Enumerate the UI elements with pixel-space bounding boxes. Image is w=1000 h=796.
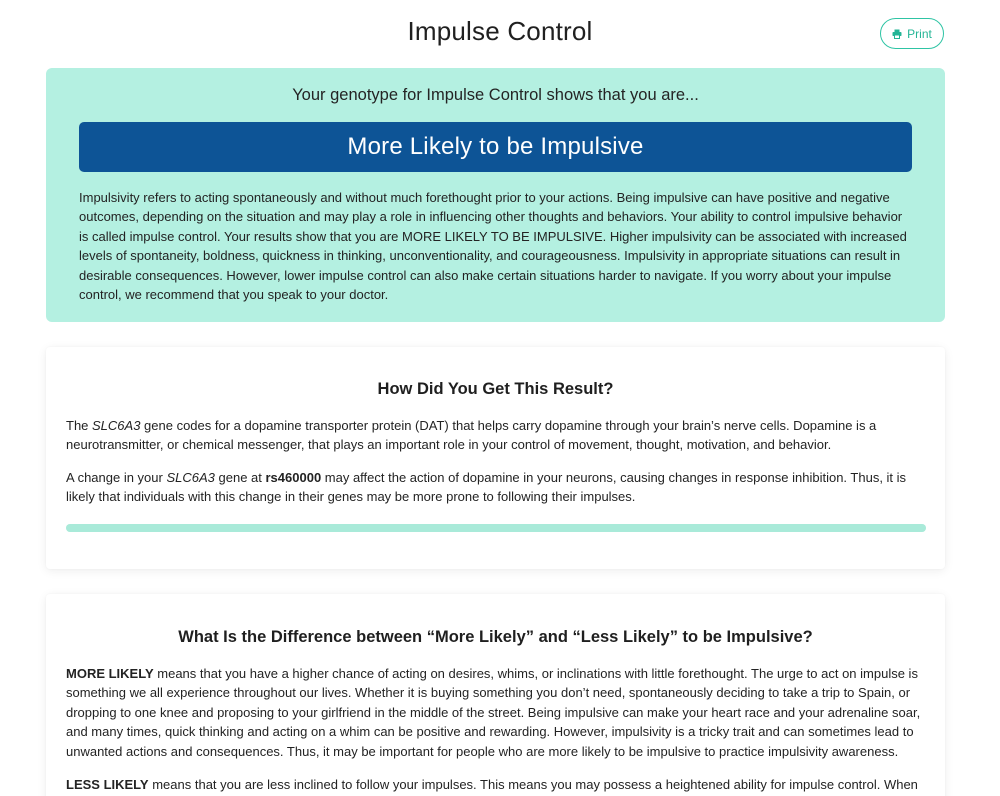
less-likely-paragraph (66, 775, 926, 794)
how-result-heading: How Did You Get This Result? (377, 380, 614, 398)
summary-description: Impulsivity refers to acting spontaneously and without much forethought prior to your actions. Being impulsive can have positive and negative outcomes, depending on the situation and may play a role in influencing other thoughts and behaviors. Your ability to control impulsive behavior is called impulse control. Your results show that you are MORE LIKELY TO BE IMPULSIVE. Higher impulsivity can be associated with increased levels of spontaneity, boldness, quickness in thinking, unconventionality, and courageousness. Impulsivity in appropriate situations can result in desirable consequences. However, lower impulse control can also make certain situations harder to navigate. If you worry about your impulse control, we recommend that you speak to your doctor. (79, 190, 907, 303)
gene-name: SLC6A3 (92, 418, 141, 433)
gene-description-text: gene codes for a dopamine transporter protein (DAT) that helps carry dopamine through your brain’s nerve cells. Dopamine is a neurotransmitter, or chemical messenger, that plays an important role in your control of movement, thought, motivation, and behavior. (66, 418, 877, 453)
variant-rsid: rs460000 (265, 470, 322, 485)
page-title: Impulse Control (407, 16, 593, 46)
summary-lead: Your genotype for Impulse Control shows that you are... (292, 86, 699, 104)
result-summary-panel (46, 68, 945, 322)
variant-description-paragraph (66, 468, 926, 507)
variant-description-text: may affect the action of dopamine in your neurons, causing changes in response inhibition. Thus, it is likely that individuals with this change in their genes may be more prone to following their impulses. (66, 470, 907, 505)
print-button-label: Print (907, 26, 932, 41)
result-progress-bar (66, 524, 926, 532)
variant-gene-name: SLC6A3 (166, 470, 215, 485)
more-likely-text: means that you have a higher chance of acting on desires, whims, or inclinations with little forethought. The urge to act on impulse is something we all experience throughout our lives. Whether it is buying something you don’t need, spontaneously deciding to take a trip to Spain, or dropping to one knee and proposing to your girlfriend in the middle of the street. Being impulsive can make your heart race and your adrenaline soar, and many times, quick thinking and acting on a whim can be positive and rewarding. However, impulsivity is a tricky trait and can sometimes lead to unwanted actions and consequences. Thus, it may be important for people who are more likely to be impulsive to practice impulsivity awareness. (66, 666, 921, 759)
how-result-card (46, 347, 945, 569)
less-likely-text: means that you are less inclined to follow your impulses. This means you may possess a heightened ability for impulse control. When (148, 777, 918, 792)
less-likely-label: LESS LIKELY (66, 777, 149, 792)
result-banner: More Likely to be Impulsive (79, 122, 912, 172)
gene-description-prefix: The (66, 418, 93, 433)
difference-heading: What Is the Difference between “More Likely” and “Less Likely” to be Impulsive? (178, 628, 813, 646)
print-button[interactable] (880, 18, 944, 49)
printer-icon (892, 29, 902, 39)
difference-card (46, 594, 945, 796)
more-likely-label: MORE LIKELY (66, 666, 154, 681)
gene-description-paragraph (66, 416, 926, 455)
result-progress-fill (66, 524, 926, 532)
variant-description-prefix: A change in your (66, 470, 167, 485)
more-likely-paragraph (66, 664, 926, 761)
variant-description-mid: gene at (214, 470, 266, 485)
